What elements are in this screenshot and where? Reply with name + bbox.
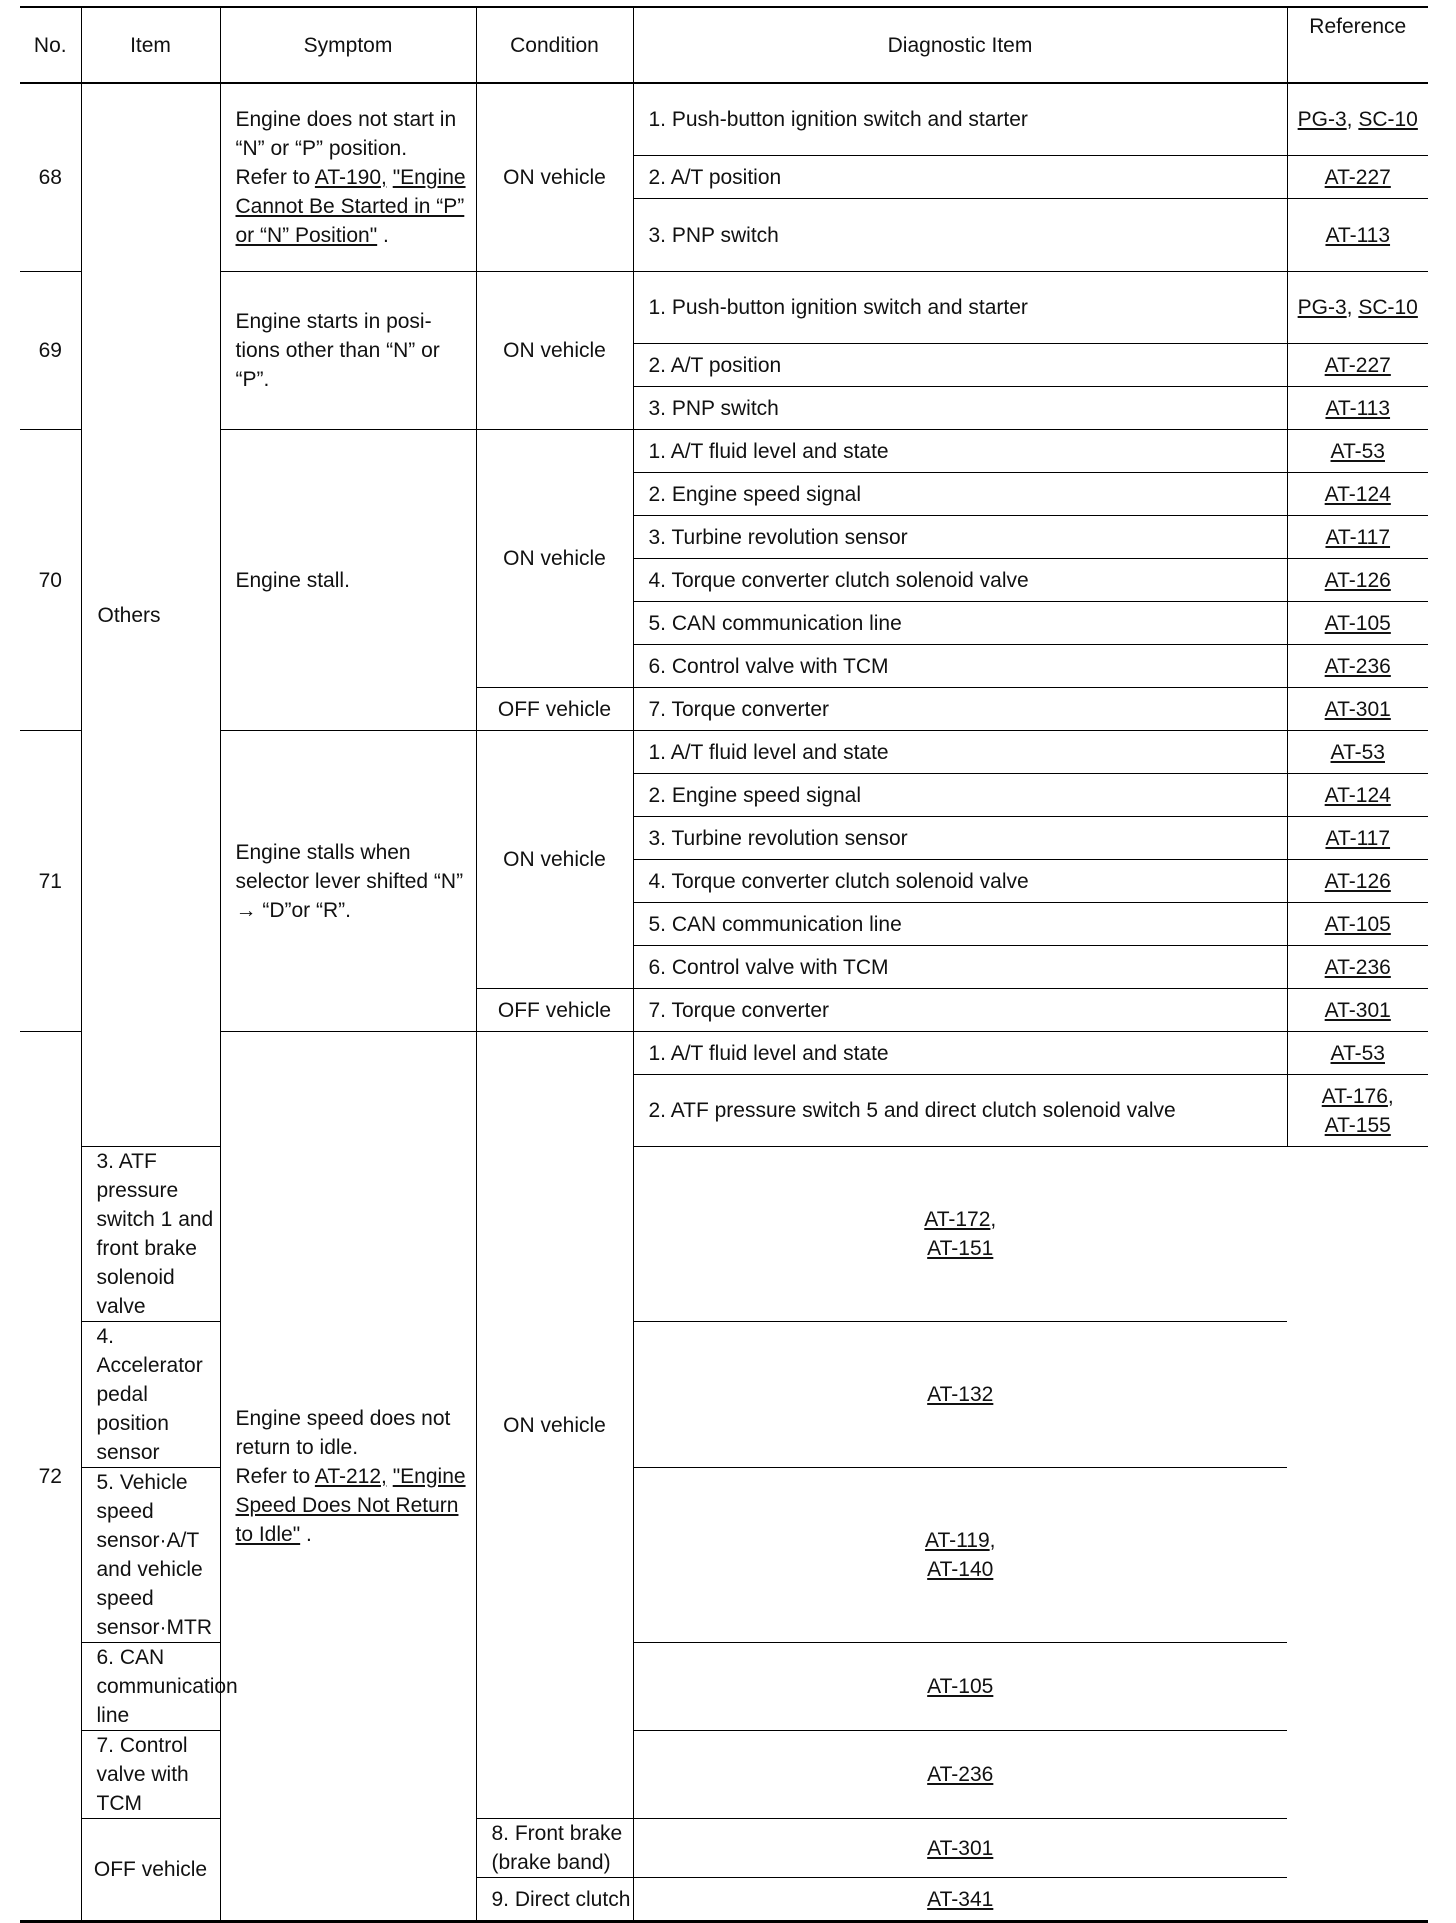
reference-link[interactable]: AT-124: [1324, 783, 1391, 807]
reference-link[interactable]: AT-124: [1324, 482, 1391, 506]
reference-link[interactable]: AT-53: [1330, 1041, 1385, 1065]
reference-link[interactable]: AT-105: [1324, 611, 1391, 635]
reference-link[interactable]: AT-155: [1324, 1113, 1391, 1137]
diagnostic-item: 6. Control valve with TCM: [633, 645, 1287, 688]
reference-cell: [1287, 1032, 1428, 1075]
condition-on: ON vehicle: [476, 1032, 633, 1819]
reference-cell: [1287, 387, 1428, 430]
reference-link[interactable]: AT-301: [927, 1836, 994, 1860]
row-number: 72: [20, 1032, 81, 1922]
reference-link[interactable]: AT-105: [1324, 912, 1391, 936]
reference-link[interactable]: PG-3: [1297, 108, 1347, 131]
reference-link[interactable]: AT-301: [1324, 998, 1391, 1022]
table-row: [20, 731, 1428, 774]
condition-off: OFF vehicle: [476, 989, 633, 1032]
diagnostic-item: 4. Torque converter clutch solenoid valve: [633, 860, 1287, 903]
reference-cell: [1287, 731, 1428, 774]
reference-link[interactable]: AT-53: [1330, 439, 1385, 463]
symptom-refer: Refer to: [235, 1464, 315, 1488]
header-symptom: Symptom: [220, 7, 476, 83]
reference-link[interactable]: AT-227: [1324, 165, 1391, 189]
header-no: No.: [20, 7, 81, 83]
reference-cell: [1287, 903, 1428, 946]
reference-cell: [633, 1322, 1287, 1468]
reference-link[interactable]: SC-10: [1358, 108, 1418, 131]
reference-cell: [1287, 344, 1428, 387]
reference-cell: [1287, 946, 1428, 989]
row-number: 69: [20, 272, 81, 430]
reference-cell: [1287, 688, 1428, 731]
row-number: 70: [20, 430, 81, 731]
header-diagnostic-item: Diagnostic Item: [633, 7, 1287, 83]
diagnostic-item: 9. Direct clutch: [476, 1878, 633, 1922]
reference-cell: AT-119, AT-140: [633, 1468, 1287, 1643]
symptom-refer: Refer to: [235, 166, 315, 189]
symptom-72: [220, 1032, 476, 1922]
diagnostic-item: 3. PNP switch: [633, 387, 1287, 430]
reference-link[interactable]: AT-227: [1324, 353, 1391, 377]
symptom-68: [220, 83, 476, 272]
condition-off: OFF vehicle: [81, 1819, 220, 1922]
diagnostic-item: 1. Push-button ignition switch and starter: [633, 272, 1287, 344]
reference-link[interactable]: AT-132: [927, 1383, 994, 1406]
reference-link[interactable]: SC-10: [1358, 296, 1418, 319]
diagnostic-item: 7. Torque converter: [633, 989, 1287, 1032]
table-row: [20, 1032, 1428, 1075]
reference-link[interactable]: AT-151: [927, 1237, 994, 1260]
table-row: [20, 430, 1428, 473]
symptom-link-title[interactable]: "Engine Speed Does Not Return to Idle": [235, 1464, 466, 1546]
reference-link[interactable]: AT-176: [1321, 1084, 1388, 1108]
reference-cell: [633, 1878, 1287, 1922]
reference-link[interactable]: AT-53: [1330, 740, 1385, 764]
symptom-end: .: [377, 224, 389, 247]
reference-link[interactable]: AT-236: [1324, 654, 1391, 678]
diagnostic-item: 2. A/T position: [633, 344, 1287, 387]
diagnostic-item: 1. A/T fluid level and state: [633, 731, 1287, 774]
item-group-others: Others: [81, 83, 220, 1147]
symptom-text: Engine does not start in “N” or “P” position.: [235, 108, 457, 160]
diagnostic-item: 5. CAN communication line: [633, 602, 1287, 645]
reference-link[interactable]: AT-117: [1325, 525, 1391, 549]
diagnostic-item: 5. CAN communication line: [633, 903, 1287, 946]
diagnostic-item: 4. Torque converter clutch solenoid valve: [633, 559, 1287, 602]
reference-link[interactable]: AT-126: [1324, 869, 1391, 893]
reference-cell: [1287, 989, 1428, 1032]
reference-cell: PG-3, SC-10: [1287, 83, 1428, 156]
reference-cell: [1287, 559, 1428, 602]
symptom-end: .: [300, 1522, 312, 1546]
reference-link[interactable]: AT-105: [927, 1675, 994, 1698]
reference-cell: [1287, 156, 1428, 199]
diagnostic-item: 2. Engine speed signal: [633, 473, 1287, 516]
diagnostic-item: 3. Turbine revolution sensor: [633, 817, 1287, 860]
diagnostic-item: 8. Front brake (brake band): [476, 1819, 633, 1878]
symptom-link-code[interactable]: AT-212,: [314, 1464, 387, 1488]
reference-cell: AT-172, AT-151: [633, 1147, 1287, 1322]
row-number: 68: [20, 83, 81, 272]
reference-link[interactable]: AT-113: [1325, 396, 1391, 420]
symptom-70: Engine stall.: [220, 430, 476, 731]
condition-on: ON vehicle: [476, 83, 633, 272]
reference-link[interactable]: AT-126: [1324, 568, 1391, 592]
reference-link[interactable]: AT-236: [1324, 955, 1391, 979]
reference-cell: [1287, 602, 1428, 645]
condition-off: OFF vehicle: [476, 688, 633, 731]
reference-link[interactable]: AT-117: [1325, 826, 1391, 850]
diagnostic-item: 7. Torque converter: [633, 688, 1287, 731]
diagnostic-item: 1. Push-button ignition switch and starter: [633, 83, 1287, 156]
table-row: [20, 83, 1428, 156]
reference-link[interactable]: AT-301: [1324, 697, 1391, 721]
diagnostic-item: 3. Turbine revolution sensor: [633, 516, 1287, 559]
diagnostic-item: 4. Accelerator pedal position sensor: [81, 1322, 220, 1468]
reference-link[interactable]: AT-341: [927, 1887, 994, 1911]
reference-link[interactable]: AT-172: [924, 1208, 991, 1231]
reference-cell: [1287, 645, 1428, 688]
diagnostic-item: 3. PNP switch: [633, 199, 1287, 272]
diagnostic-item: 5. Vehicle speed sensor·A/T and vehicle speed sensor·MTR: [81, 1468, 220, 1643]
diagnostic-item: 6. CAN communication line: [81, 1643, 220, 1731]
reference-cell: [633, 1731, 1287, 1819]
symptom-text: Engine speed does not return to idle.: [235, 1406, 451, 1459]
diagnostic-item: 7. Control valve with TCM: [81, 1731, 220, 1819]
reference-link[interactable]: AT-119: [925, 1529, 990, 1552]
reference-cell: [1287, 860, 1428, 903]
reference-link[interactable]: AT-236: [927, 1763, 994, 1786]
reference-cell: PG-3, SC-10: [1287, 272, 1428, 344]
reference-cell: [1287, 199, 1428, 272]
condition-on: ON vehicle: [476, 731, 633, 989]
reference-cell: [633, 1819, 1287, 1878]
condition-on: ON vehicle: [476, 430, 633, 688]
diagnostic-item: 6. Control valve with TCM: [633, 946, 1287, 989]
condition-on: ON vehicle: [476, 272, 633, 430]
reference-cell: [1287, 430, 1428, 473]
symptom-69: Engine starts in posi-tions other than “N” or “P”.: [220, 272, 476, 430]
symptom-71: Engine stalls when selector lever shifted “N” → “D”or “R”.: [220, 731, 476, 1032]
table-row: [20, 272, 1428, 344]
diagnostic-table: [20, 6, 1428, 1923]
symptom-link-title[interactable]: "Engine Cannot Be Started in “P” or “N” Position": [235, 166, 466, 247]
diagnostic-item: 1. A/T fluid level and state: [633, 1032, 1287, 1075]
reference-cell: [633, 1643, 1287, 1731]
reference-cell: [1287, 516, 1428, 559]
diagnostic-item: 2. Engine speed signal: [633, 774, 1287, 817]
reference-cell: [1287, 817, 1428, 860]
diagnostic-item: 1. A/T fluid level and state: [633, 430, 1287, 473]
reference-cell: [1287, 473, 1428, 516]
diagnostic-item: 3. ATF pressure switch 1 and front brake solenoid valve: [81, 1147, 220, 1322]
reference-cell: AT-176, AT-155: [1287, 1075, 1428, 1147]
diagnostic-item: 2. ATF pressure switch 5 and direct clutch solenoid valve: [633, 1075, 1287, 1147]
reference-link[interactable]: PG-3: [1297, 296, 1347, 319]
symptom-link-code[interactable]: AT-190,: [314, 166, 387, 189]
row-number: 71: [20, 731, 81, 1032]
header-reference: Reference: [1287, 7, 1428, 83]
reference-link[interactable]: AT-113: [1325, 223, 1391, 247]
header-item: Item: [81, 7, 220, 83]
header-condition: Condition: [476, 7, 633, 83]
header-row: [20, 7, 1428, 83]
reference-link[interactable]: AT-140: [927, 1558, 994, 1581]
reference-cell: [1287, 774, 1428, 817]
diagnostic-item: 2. A/T position: [633, 156, 1287, 199]
